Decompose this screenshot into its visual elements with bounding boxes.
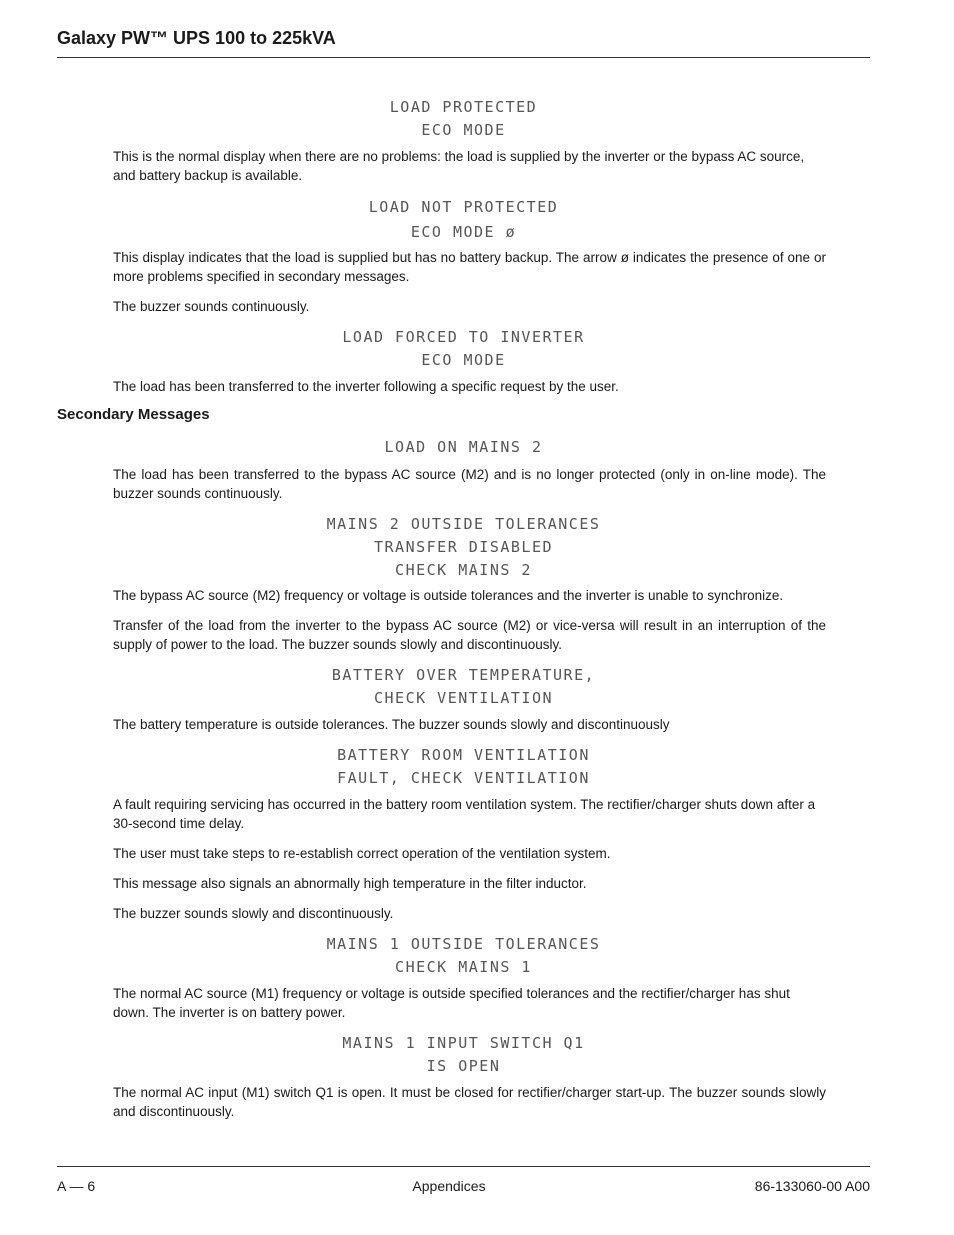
lcd-line: CHECK MAINS 2 [395, 561, 532, 579]
lcd-line: BATTERY OVER TEMPERATURE, [331, 666, 596, 684]
lcd-message-mains-1-input-switch-q1 [57, 1032, 870, 1078]
footer-doc-number: 86-133060-00 A00 [754, 1178, 870, 1194]
lcd-line: MAINS 1 OUTSIDE TOLERANCES [326, 935, 601, 953]
paragraph: The normal AC input (M1) switch Q1 is open. It must be closed for rectifier/charger start-up. The buzzer sounds slowly and discontinuously. [113, 1085, 826, 1119]
lcd-message-mains-2-outside-tolerances [57, 513, 870, 582]
paragraph: Transfer of the load from the inverter to the bypass AC source (M2) or vice-versa will result in an interruption of the supply of power to the load. The buzzer sounds slowly and discontinuously. [113, 618, 826, 652]
lcd-line: IS OPEN [426, 1057, 501, 1075]
lcd-line: ECO MODE [421, 121, 506, 139]
lcd-message-load-protected [57, 96, 870, 142]
lcd-line: LOAD FORCED TO INVERTER [342, 328, 585, 346]
section-heading: Secondary Messages [57, 406, 210, 423]
paragraph: The load has been transferred to the inverter following a specific request by the user. [113, 379, 619, 394]
lcd-line: BATTERY ROOM VENTILATION [337, 746, 590, 764]
lcd-line: ECO MODE [421, 351, 506, 369]
lcd-line: FAULT, CHECK VENTILATION [337, 769, 590, 787]
paragraph: A fault requiring servicing has occurred in the battery room ventilation system. The rectifier/charger shuts down after a 30-second time delay. [113, 797, 816, 831]
lcd-line: MAINS 2 OUTSIDE TOLERANCES [326, 515, 601, 533]
paragraph: The user must take steps to re-establish correct operation of the ventilation system. [113, 846, 611, 861]
header-rule [57, 57, 870, 58]
lcd-line: CHECK MAINS 1 [395, 958, 532, 976]
paragraph: This is the normal display when there are no problems: the load is supplied by the inverter or the bypass AC source, and battery backup is available. [113, 149, 805, 183]
paragraph: The bypass AC source (M2) frequency or voltage is outside tolerances and the inverter is unable to synchronize. [113, 588, 784, 603]
paragraph: The buzzer sounds slowly and discontinuously. [113, 906, 394, 921]
lcd-line: LOAD PROTECTED [389, 98, 538, 116]
lcd-message-load-not-protected [57, 195, 870, 245]
paragraph: The buzzer sounds continuously. [113, 299, 310, 314]
paragraph: The load has been transferred to the bypass AC source (M2) and is no longer protected (only in on-line mode). The buzzer sounds continuously. [113, 467, 826, 501]
lcd-line: LOAD ON MAINS 2 [384, 438, 543, 456]
lcd-line: ECO MODE ø [410, 223, 517, 241]
lcd-message-load-forced-to-inverter [57, 326, 870, 372]
lcd-line: CHECK VENTILATION [373, 689, 554, 707]
footer-section: Appendices [412, 1178, 486, 1194]
header-title: Galaxy PW™ UPS 100 to 225kVA [57, 28, 336, 48]
footer-page-number: A — 6 [57, 1178, 96, 1194]
paragraph: The normal AC source (M1) frequency or voltage is outside specified tolerances and the rectifier/charger has shut down. The inverter is on battery power. [113, 986, 790, 1020]
lcd-line: MAINS 1 INPUT SWITCH Q1 [342, 1034, 585, 1052]
footer-rule [57, 1166, 870, 1167]
lcd-message-load-on-mains-2 [57, 436, 870, 459]
paragraph: This display indicates that the load is supplied but has no battery backup. The arrow ø indicates the presence of one or more problems specified in secondary messages. [113, 250, 826, 284]
lcd-message-mains-1-outside-tolerances [57, 933, 870, 979]
lcd-line: TRANSFER DISABLED [373, 538, 554, 556]
lcd-message-battery-room-ventilation [57, 744, 870, 790]
paragraph: The battery temperature is outside tolerances. The buzzer sounds slowly and discontinuously [113, 717, 670, 732]
lcd-line: LOAD NOT PROTECTED [368, 198, 559, 216]
lcd-message-battery-over-temperature [57, 664, 870, 710]
paragraph: This message also signals an abnormally high temperature in the filter inductor. [113, 876, 587, 891]
